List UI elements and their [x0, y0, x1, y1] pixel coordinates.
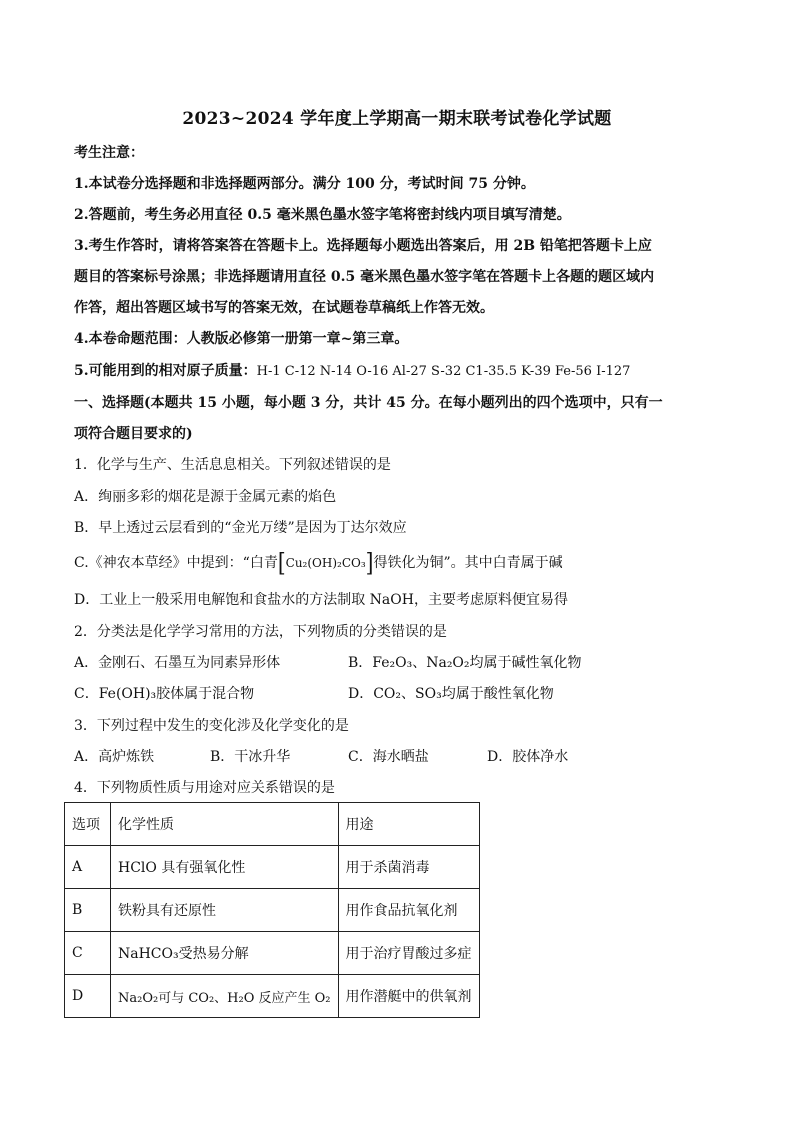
q1-stem: 1．化学与生产、生活息息相关。下列叙述错误的是	[74, 457, 391, 473]
q3-option-a: A．高炉炼铁	[74, 749, 155, 765]
q2-option-c: C．Fe(OH)₃胶体属于混合物	[74, 686, 255, 702]
q4-stem: 4．下列物质性质与用途对应关系错误的是	[74, 780, 335, 796]
table-cell: NaHCO₃受热易分解	[111, 932, 339, 975]
table-row	[65, 889, 480, 932]
notice-item-5	[74, 361, 630, 382]
q2-stem: 2．分类法是化学学习常用的方法，下列物质的分类错误的是	[74, 624, 447, 640]
table-row	[65, 932, 480, 975]
right-bracket: ]	[365, 547, 374, 577]
q1-option-b: B．早上透过云层看到的“金光万缕”是因为丁达尔效应	[74, 520, 407, 536]
table-cell: HClO 具有强氧化性	[111, 846, 339, 889]
table-cell: 用作潜艇中的供氧剂	[338, 975, 479, 1018]
q2-option-d: D．CO₂、SO₃均属于酸性氧化物	[348, 686, 554, 702]
table-header-cell: 用途	[338, 803, 479, 846]
notice-item-1: 1.本试卷分选择题和非选择题两部分。满分 100 分，考试时间 75 分钟。	[74, 176, 535, 192]
q2-option-b: B．Fe₂O₃、Na₂O₂均属于碱性氧化物	[348, 655, 582, 671]
table-cell: 用于治疗胃酸过多症	[338, 932, 479, 975]
notice-item-3-cont-2: 作答，超出答题区域书写的答案无效，在试题卷草稿纸上作答无效。	[74, 300, 494, 316]
table-cell: 用于杀菌消毒	[338, 846, 479, 889]
atomic-mass-label: 5.可能用到的相对原子质量：	[74, 363, 257, 379]
q1-option-a: A．绚丽多彩的烟花是源于金属元素的焰色	[74, 489, 337, 505]
atomic-mass-values: H-1 C-12 N-14 O-16 Al-27 S-32 C1-35.5 K-39 Fe-56 I-127	[256, 364, 631, 379]
table-header-cell: 选项	[65, 803, 111, 846]
table-row	[65, 846, 480, 889]
left-bracket: [	[277, 547, 286, 577]
table-cell: Na₂O₂可与 CO₂、H₂O 反应产生 O₂	[111, 975, 339, 1018]
table-header-cell: 化学性质	[111, 803, 339, 846]
table-cell: 铁粉具有还原性	[111, 889, 339, 932]
q1-option-d: D．工业上一般采用电解饱和食盐水的方法制取 NaOH，主要考虑原料便宜易得	[74, 592, 568, 608]
notice-item-3-cont-1: 题目的答案标号涂黑；非选择题请用直径 0.5 毫米黑色墨水签字笔在答题卡上各题的题区域内	[74, 269, 655, 285]
q3-stem: 3．下列过程中发生的变化涉及化学变化的是	[74, 718, 349, 734]
table-cell: D	[65, 975, 111, 1018]
notice-item-2: 2.答题前，考生务必用直径 0.5 毫米黑色墨水签字笔将密封线内项目填写清楚。	[74, 207, 571, 223]
section1-heading: 一、选择题(本题共 15 小题，每小题 3 分，共计 45 分。在每小题列出的四个选项中，只有一	[74, 395, 663, 411]
table-cell: 用作食品抗氧化剂	[338, 889, 479, 932]
section1-heading-cont: 项符合题目要求的)	[74, 426, 193, 442]
q3-option-b: B．干冰升华	[210, 749, 291, 765]
q1-option-c	[74, 547, 563, 577]
notice-item-4: 4.本卷命题范围：人教版必修第一册第一章~第三章。	[74, 331, 409, 347]
q1-option-c-suffix: 得铁化为铜”。其中白青属于碱	[373, 555, 563, 571]
notice-item-3: 3.考生作答时，请将答案答在答题卡上。选择题每小题选出答案后，用 2B 铅笔把答题卡上应	[74, 238, 652, 254]
notice-heading: 考生注意：	[74, 145, 144, 161]
table-header-row	[65, 803, 480, 846]
table-cell: A	[65, 846, 111, 889]
q1-option-c-prefix: C.《神农本草经》中提到：“白青	[74, 555, 278, 571]
table-row	[65, 975, 480, 1018]
table-cell: C	[65, 932, 111, 975]
q2-option-a: A．金刚石、石墨互为同素异形体	[74, 655, 281, 671]
q1-option-c-formula: Cu₂(OH)₂CO₃	[285, 556, 366, 570]
q4-table	[64, 802, 480, 1018]
q3-option-d: D．胶体净水	[487, 749, 569, 765]
page-title: 2023~2024 学年度上学期高一期末联考试卷化学试题	[182, 109, 612, 129]
q3-option-c: C．海水晒盐	[348, 749, 429, 765]
table-cell: B	[65, 889, 111, 932]
